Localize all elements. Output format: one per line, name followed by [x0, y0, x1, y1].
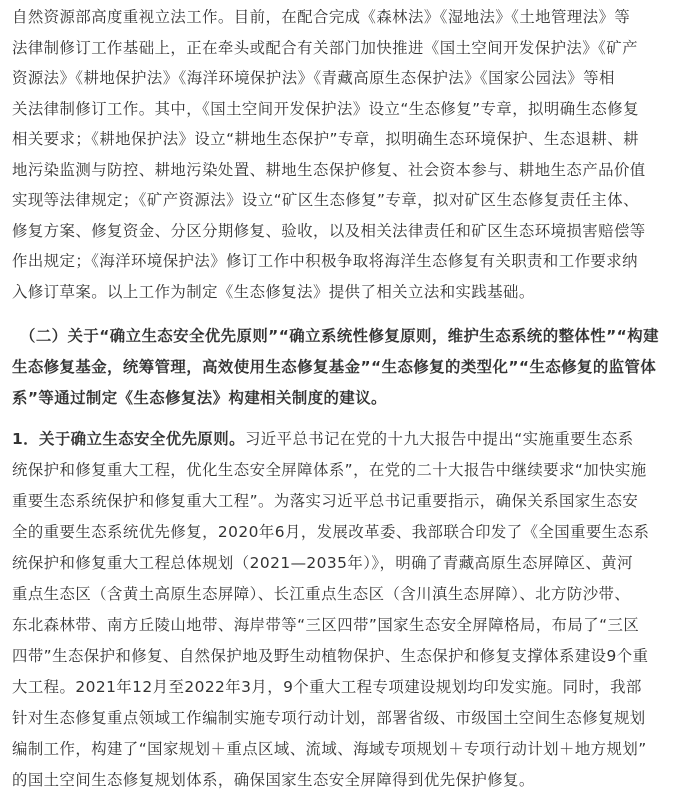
text-line: 统保护和修复重大工程，优化生态安全屏障体系”，在党的二十大报告中继续要求“加快实施	[12, 461, 647, 479]
text-line: 统保护和修复重大工程总体规划（2021—2035年）》，明确了青藏高原生态屏障区、黄河	[12, 554, 633, 572]
text-line: 重要生态系统保护和修复重大工程”。为落实习近平总书记重要指示，确保关系国家生态安	[12, 492, 639, 510]
text-line: 关法律制修订工作。其中，《国土空间开发保护法》设立“生态修复”专章，拟明确生态修复	[12, 99, 639, 118]
heading-line: 系”等通过制定《生态修复法》构建相关制度的建议。	[12, 389, 387, 407]
text-line: 大工程。2021年12月至2022年3月，9个重大工程专项建设规划均印发实施。同时，我部	[12, 678, 642, 696]
text-line: 针对生态修复重点领域工作编制实施专项行动计划，部署省级、市级国土空间生态修复规划	[12, 709, 646, 727]
text-run: 习近平总书记在党的十九大报告中提出“实施重要生态系	[244, 430, 634, 448]
heading-line: （二）关于“确立生态安全优先原则”“确立系统性修复原则，维护生态系统的整体性”“构建	[20, 327, 659, 345]
text-line: 的国土空间生态修复规划体系，确保国家生态安全屏障得到优先保护修复。	[12, 771, 535, 789]
text-line: 东北森林带、南方丘陵山地带、海岸带等“三区四带”国家生态安全屏障格局，布局了“三区	[12, 616, 640, 634]
paragraph-legislation-progress	[12, 2, 672, 307]
text-line: 重点生态区（含黄土高原生态屏障）、长江重点生态区（含川滇生态屏障）、北方防沙带、	[12, 585, 631, 603]
subheading-lead: 1．关于确立生态安全优先原则。	[12, 430, 245, 448]
text-line: 地污染监测与防控、耕地污染处置、耕地生态保护修复、社会资本参与、耕地生态产品价值	[12, 160, 646, 179]
text-line: 法律制修订工作基础上，正在牵头或配合有关部门加快推进《国土空间开发保护法》《矿产	[12, 38, 638, 57]
text-line: 作出规定；《海洋环境保护法》修订工作中积极争取将海洋生态修复有关职责和工作要求纳	[12, 252, 638, 270]
text-line: 资源法》《耕地保护法》《海洋环境保护法》《青藏高原生态保护法》《国家公园法》等相	[12, 69, 615, 87]
paragraph-ecological-security-priority	[12, 424, 672, 796]
text-line	[12, 424, 672, 455]
text-line: 四带”生态保护和修复、自然保护地及野生动植物保护、生态保护和修复支撑体系建设9个重	[12, 647, 649, 665]
text-line: 入修订草案。以上工作为制定《生态修复法》提供了相关立法和实践基础。	[12, 282, 535, 301]
text-line: 自然资源部高度重视立法工作。目前，在配合完成《森林法》《湿地法》《土地管理法》等	[12, 8, 631, 26]
text-line: 实现等法律规定；《矿产资源法》设立“矿区生态修复”专章，拟对矿区生态修复责任主体、	[12, 191, 639, 209]
text-line: 编制工作，构建了“国家规划＋重点区域、流域、海域专项规划＋专项行动计划＋地方规划”	[12, 740, 647, 758]
text-line: 修复方案、修复资金、分区分期修复、验收，以及相关法律责任和矿区生态环境损害赔偿等	[12, 221, 646, 240]
text-line: 相关要求；《耕地保护法》设立“耕地生态保护”专章，拟明确生态环境保护、生态退耕、耕	[12, 130, 639, 148]
section-heading-two	[12, 321, 672, 414]
text-line: 全的重要生态系统优先修复，2020年6月，发展改革委、我部联合印发了《全国重要生态系	[12, 523, 650, 541]
heading-line: 生态修复基金，统筹管理，高效使用生态修复基金”“生态修复的类型化”“生态修复的监管体	[12, 358, 657, 376]
